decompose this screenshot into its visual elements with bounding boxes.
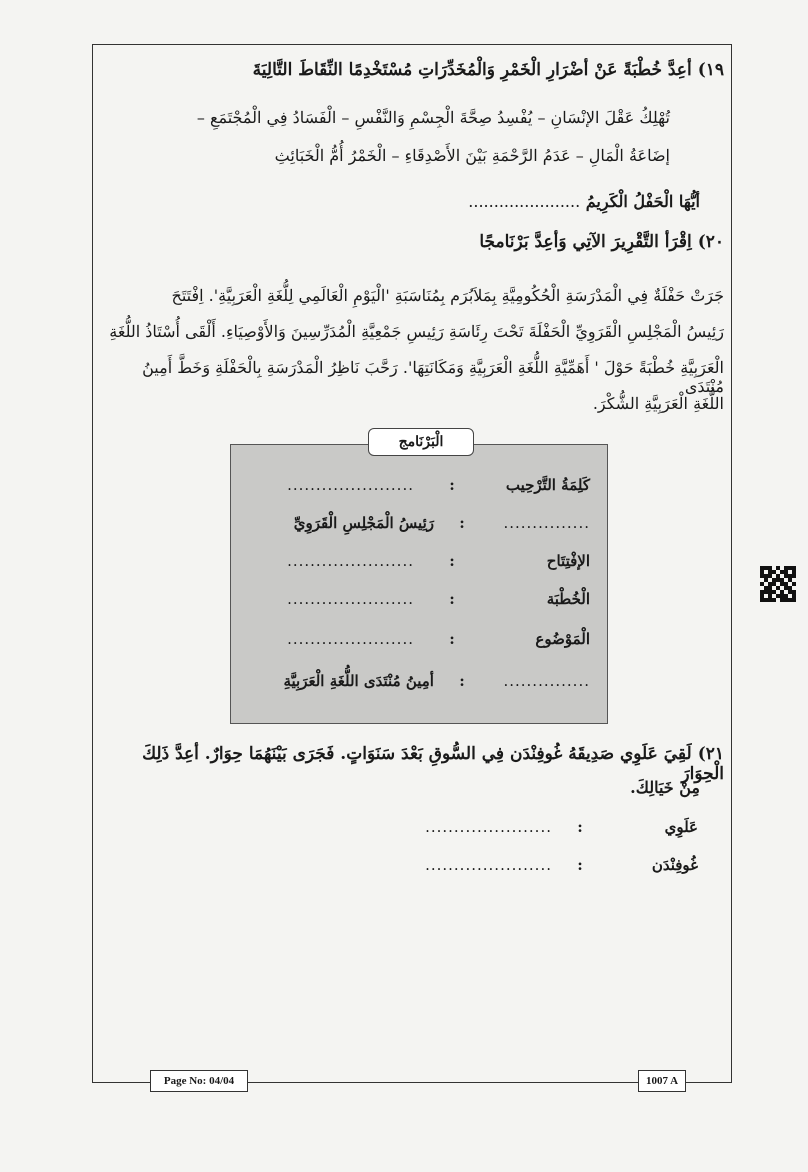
program-row-colon: : xyxy=(449,476,455,494)
speaker-name: غُوفِنْدَن xyxy=(651,856,698,874)
q20-report-line3: الْعَرَبِيَّةِ خُطْبَةً حَوْلَ ' أَهَمِّيَّةِ اللُّغَةِ الْعَرَبِيَّةِ وَمَكَانَتِهَا'. رَحَّبَ نَاظِرُ الْمَدْرَسَةِ بِالْحَفْلَةِ وَخَطَّ أَمِينُ مُنْتَدَى xyxy=(142,358,724,396)
program-row-colon: : xyxy=(449,630,455,648)
q20-report-line4: اللُّغَةِ الْعَرَبِيَّةِ الشُّكْرَ. xyxy=(592,394,724,413)
dialogue-line xyxy=(398,856,698,874)
qr-code-icon xyxy=(760,566,796,602)
program-row xyxy=(240,552,590,570)
q20-report-line1: جَرَتْ حَفْلَةٌ فِي الْمَدْرَسَةِ الْحُكُومِيَّةِ بِمَلاَبُرَم بِمُنَاسَبَةِ 'الْيَوْمِ الْعَالَمِي لِلُّغَةِ الْعَرَبِيَّةِ'. اِفْتَتَحَ xyxy=(171,286,724,305)
program-row-label: الْمَوْضُوع xyxy=(535,630,590,648)
program-row-dots: ............... xyxy=(503,514,590,532)
program-row xyxy=(240,514,590,532)
program-row-dots: ...................... xyxy=(287,476,414,494)
program-row-dots: ...................... xyxy=(287,590,414,608)
speaker-name: عَلَوِي xyxy=(664,818,698,836)
program-row-dots: ............... xyxy=(503,672,590,690)
q19-opening-text: أيُّهَا الْحَفْلُ الْكَرِيمُ xyxy=(585,192,700,211)
q20-text: اِقْرَأ التَّقْرِيرَ الآتِي وَأعِدَّ بَرْنَامجًا xyxy=(479,232,692,252)
q19-number: ١٩) xyxy=(697,60,724,80)
q19-points-line2: إضَاعَةُ الْمَالِ – عَدَمُ الرَّحْمَةِ بَيْنَ الأَصْدِقَاءِ – الْخَمْرُ أُمُّ الْخَبَائِثِ xyxy=(274,146,670,165)
program-row xyxy=(240,590,590,608)
q20-report-line2: رَئِيسُ الْمَجْلِسِ الْقَرَوِيِّ الْحَفْلَةَ تَحْتَ رِئَاسَةِ رَئِيسِ جَمْعِيَّةِ الْمُدَرِّسِينَ وَالأَوْصِيَاءِ. أَلْقَى أُسْتَاذُ اللُّغَةِ xyxy=(109,322,724,341)
q19-opening xyxy=(300,192,700,211)
q19-points-line1: تُهْلِكُ عَقْلَ الإنْسَانِ – يُفْسِدُ صِحَّةَ الْجِسْمِ وَالنَّفْسِ – الْفَسَادُ فِي الْمُجْتَمَعِ – xyxy=(196,108,670,127)
page-border-bottom xyxy=(248,1082,638,1083)
q19-text: أعِدَّ خُطْبَةً عَنْ أضْرَارِ الْخَمْرِ وَالْمُخَدِّرَاتِ مُسْتَخْدِمًا النِّقَاطَ التَّالِيَةَ xyxy=(252,60,692,80)
program-row xyxy=(240,476,590,494)
q20-number: ٢٠) xyxy=(697,232,724,252)
program-row xyxy=(240,672,590,690)
program-row-colon: : xyxy=(459,514,465,532)
program-row-label: كَلِمَةُ التَّرْحِيب xyxy=(505,476,590,494)
program-title: الْبَرْنَامج xyxy=(368,428,474,456)
dialogue-colon: : xyxy=(577,856,583,874)
program-row-dots: ...................... xyxy=(287,630,414,648)
program-row-label: الإفْتِتَاح xyxy=(546,552,590,570)
program-row-colon: : xyxy=(459,672,465,690)
dialogue-dots: ...................... xyxy=(425,818,552,836)
dialogue-dots: ...................... xyxy=(425,856,552,874)
q21-prompt-line2: مِنْ خَيَالِكَ. xyxy=(630,778,700,797)
q20-prompt xyxy=(94,232,724,252)
page-border-bottom xyxy=(92,1082,150,1083)
paper-code: 1007 A xyxy=(638,1070,686,1092)
page-border-bottom xyxy=(686,1082,732,1083)
page-number: Page No: 04/04 xyxy=(150,1070,248,1092)
program-row-value: أمِينُ مُنْتَدَى اللُّغَةِ الْعَرَبِيَّةِ xyxy=(283,672,434,690)
dialogue-line xyxy=(398,818,698,836)
program-row-colon: : xyxy=(449,552,455,570)
q19-prompt xyxy=(94,60,724,80)
program-row-value: رَئِيسُ الْمَجْلِسِ الْقَرَوِيِّ xyxy=(293,514,434,532)
program-row-dots: ...................... xyxy=(287,552,414,570)
program-row-colon: : xyxy=(449,590,455,608)
dialogue-colon: : xyxy=(577,818,583,836)
program-row-label: الْخُطْبَة xyxy=(546,590,590,608)
q21-text: لَقِيَ عَلَوِي صَدِيقَهُ غُوفِنْدَن فِي السُّوقِ بَعْدَ سَنَوَاتٍ. فَجَرَى بَيْنَهُمَا حِوَارٌ. أعِدَّ ذَلِكَ الْحِوَارَ xyxy=(142,744,724,784)
q19-opening-dots: ...................... xyxy=(468,192,581,211)
program-row xyxy=(240,630,590,648)
q21-number: ٢١) xyxy=(697,744,724,764)
